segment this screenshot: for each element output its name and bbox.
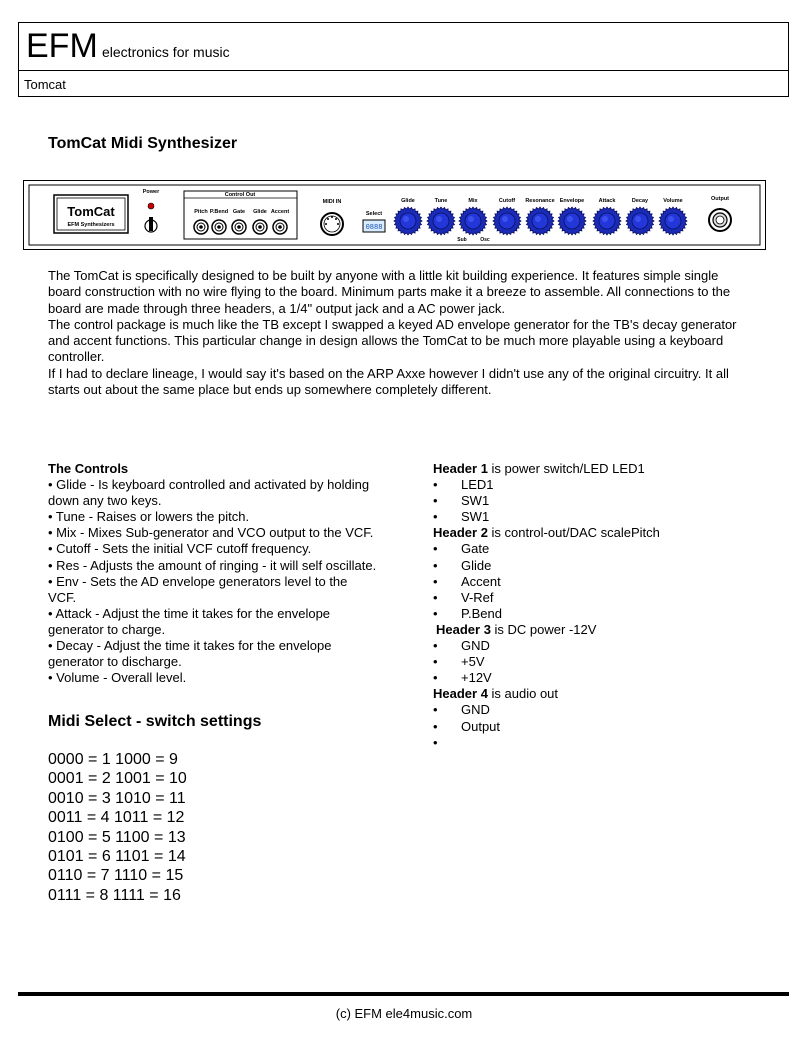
header-pin-item (433, 541, 763, 557)
model-box (18, 70, 789, 97)
control-description-line: down any two keys. (48, 493, 162, 509)
header-description: is DC power -12V (490, 621, 597, 637)
intro-line: If I had to declare lineage, I would say it's based on the ARP Axxe however I didn't use any of the original circuitry. It all (48, 365, 729, 381)
bullet: • (433, 734, 438, 750)
midi-select-row: 0101 = 6 1101 = 14 (48, 848, 186, 866)
header-pin-item (433, 477, 763, 493)
output-label: Output (710, 196, 730, 202)
bullet: • (433, 605, 438, 621)
pin-label: V-Ref (461, 589, 494, 605)
knob-label: Tune (434, 198, 448, 204)
control-description-line: generator to charge. (48, 621, 166, 637)
midi-select-table (48, 750, 187, 905)
knob-label: Resonance (525, 198, 555, 204)
tomcat-logo (54, 195, 128, 233)
pin-label: LED1 (461, 477, 494, 493)
header-pin-item (433, 574, 763, 590)
mix-sub-label: Sub (457, 237, 467, 243)
pin-label: GND (461, 638, 490, 654)
power-led (148, 203, 154, 209)
header-h2-title (433, 525, 763, 541)
controls-heading: The Controls (48, 461, 129, 476)
header-pin-item (433, 590, 763, 606)
knob-label: Mix (468, 198, 478, 204)
header-pin-item (433, 719, 763, 735)
header-pin-item (433, 558, 763, 574)
page-title: TomCat Midi Synthesizer (48, 135, 238, 152)
bullet: • (433, 670, 438, 686)
header-description: is audio out (487, 686, 559, 702)
intro-line: controller. (48, 349, 105, 365)
midi-select-row: 0100 = 5 1100 = 13 (48, 828, 186, 846)
pin-label: GND (461, 702, 490, 718)
knob-label: Volume (663, 198, 683, 204)
pin-label: Accent (461, 573, 501, 589)
jack-label: Pitch (194, 209, 208, 215)
bullet: • (433, 638, 438, 654)
svg-text:EFM Synthesizers: EFM Synthesizers (67, 222, 115, 228)
knob-label: Envelope (559, 198, 585, 204)
midi-select-heading: Midi Select - switch settings (48, 713, 262, 730)
bullet: • (433, 477, 438, 493)
pin-label: +5V (461, 654, 485, 670)
svg-text:TomCat: TomCat (67, 204, 115, 219)
control-description-line: • Decay - Adjust the time it takes for the envelope (48, 638, 332, 654)
control-out-jack (253, 209, 267, 234)
midi-in-label: MIDI IN (322, 199, 342, 205)
header-pin-item (433, 638, 763, 654)
control-description-line: • Glide - Is keyboard controlled and activated by holding (48, 477, 370, 493)
intro-line: starts out about the same place but ends up somewhere completely different. (48, 382, 492, 398)
control-out-jack (194, 209, 208, 234)
knob-label: Cutoff (498, 198, 516, 204)
mix-osc-label: Osc (480, 237, 490, 243)
header-h4-title (433, 686, 763, 702)
header-description: is control-out/DAC scalePitch (487, 525, 660, 541)
jack-label: Glide (253, 209, 267, 215)
header-pin-item (433, 493, 763, 509)
bullet: • (433, 654, 438, 670)
brand-logo: EFM (26, 27, 98, 65)
control-description-line: • Cutoff - Sets the initial VCF cutoff frequency. (48, 541, 312, 557)
front-panel-illustration (23, 180, 766, 250)
intro-paragraph (48, 268, 763, 398)
knob-label: Attack (598, 198, 616, 204)
intro-line: board construction with no wire flying to the board. Minimum parts make it a breeze to assemble. All connections to the (48, 284, 731, 300)
control-description-line: • Res - Adjusts the amount of ringing - it will self oscillate. (48, 557, 377, 573)
bullet: • (433, 573, 438, 589)
pin-label: SW1 (461, 493, 490, 509)
control-out-label: Control Out (224, 192, 256, 198)
control-out-jack (232, 209, 246, 234)
power-label: Power (142, 189, 160, 195)
model-name: Tomcat (24, 77, 66, 92)
midi-select-row: 0110 = 7 1110 = 15 (48, 867, 184, 885)
knob-envelope (558, 198, 586, 235)
header-pin-item (433, 670, 763, 686)
header-pin-item (433, 606, 763, 622)
header-pin-item (433, 702, 763, 718)
control-description-line: • Env - Sets the AD envelope generators level to the (48, 573, 348, 589)
header-pin-item (433, 654, 763, 670)
knob-label: Glide (401, 198, 415, 204)
intro-line: The TomCat is specifically designed to be built by anyone with a little kit building experience. It features simple single (48, 268, 719, 283)
bullet: • (433, 718, 438, 734)
select-display (363, 220, 385, 232)
bullet: • (433, 702, 438, 718)
control-description-line: • Volume - Overall level. (48, 670, 187, 686)
pin-label: Output (461, 718, 501, 734)
bullet: • (433, 557, 438, 573)
header-label: Header 4 (433, 686, 488, 702)
pin-label: P.Bend (461, 605, 502, 621)
intro-line: board are made through three headers, a 1/4" output jack and a AC power jack. (48, 300, 506, 316)
midi-select-row: 0011 = 4 1011 = 12 (48, 809, 185, 827)
midi-select-row: 0000 = 1 1000 = 9 (48, 751, 178, 768)
jack-label: Accent (270, 209, 290, 215)
header-h1-title (433, 461, 763, 477)
bullet: • (433, 493, 438, 509)
brand-subtitle: electronics for music (102, 44, 230, 60)
header-pin-item (433, 735, 763, 751)
header-pin-item (433, 509, 763, 525)
pin-label: +12V (461, 670, 492, 686)
headers-section (433, 461, 763, 751)
header-label: Header 2 (433, 525, 488, 541)
bullet: • (433, 589, 438, 605)
select-label: Select (365, 211, 383, 217)
pin-label: Glide (461, 557, 492, 573)
svg-text:0888: 0888 (365, 224, 383, 232)
header-description: is power switch/LED LED1 (487, 461, 645, 476)
header-h3-title (433, 622, 763, 638)
bullet: • (433, 541, 438, 557)
control-description-line: • Tune - Raises or lowers the pitch. (48, 509, 250, 525)
control-description-line: generator to discharge. (48, 654, 182, 670)
output-jack (709, 209, 731, 231)
header-label: Header 1 (433, 461, 488, 476)
footer-rule (18, 992, 789, 996)
control-description-line: VCF. (48, 589, 77, 605)
intro-line: The control package is much like the TB except I swapped a keyed AD envelope generator for the TB's decay generator (48, 316, 737, 332)
knob-label: Decay (631, 198, 649, 204)
bullet: • (433, 509, 438, 525)
control-description-line: • Attack - Adjust the time it takes for the envelope (48, 605, 331, 621)
header-label: Header 3 (436, 621, 491, 637)
footer-text: (c) EFM ele4music.com (335, 1006, 473, 1021)
intro-line: and accent functions. This particular change in design allows the TomCat to be much more playable using a keyboard (48, 333, 724, 349)
midi-select-row: 0111 = 8 1111 = 16 (48, 886, 181, 904)
jack-label: P.Bend (209, 209, 229, 215)
controls-section (48, 461, 400, 686)
midi-select-row: 0010 = 3 1010 = 11 (48, 789, 186, 807)
pin-label: SW1 (461, 509, 490, 525)
midi-in-connector (321, 213, 343, 235)
midi-select-row: 0001 = 2 1001 = 10 (48, 770, 187, 788)
jack-label: Gate (232, 209, 246, 215)
pin-label: Gate (461, 541, 490, 557)
control-description-line: • Mix - Mixes Sub-generator and VCO output to the VCF. (48, 525, 374, 541)
